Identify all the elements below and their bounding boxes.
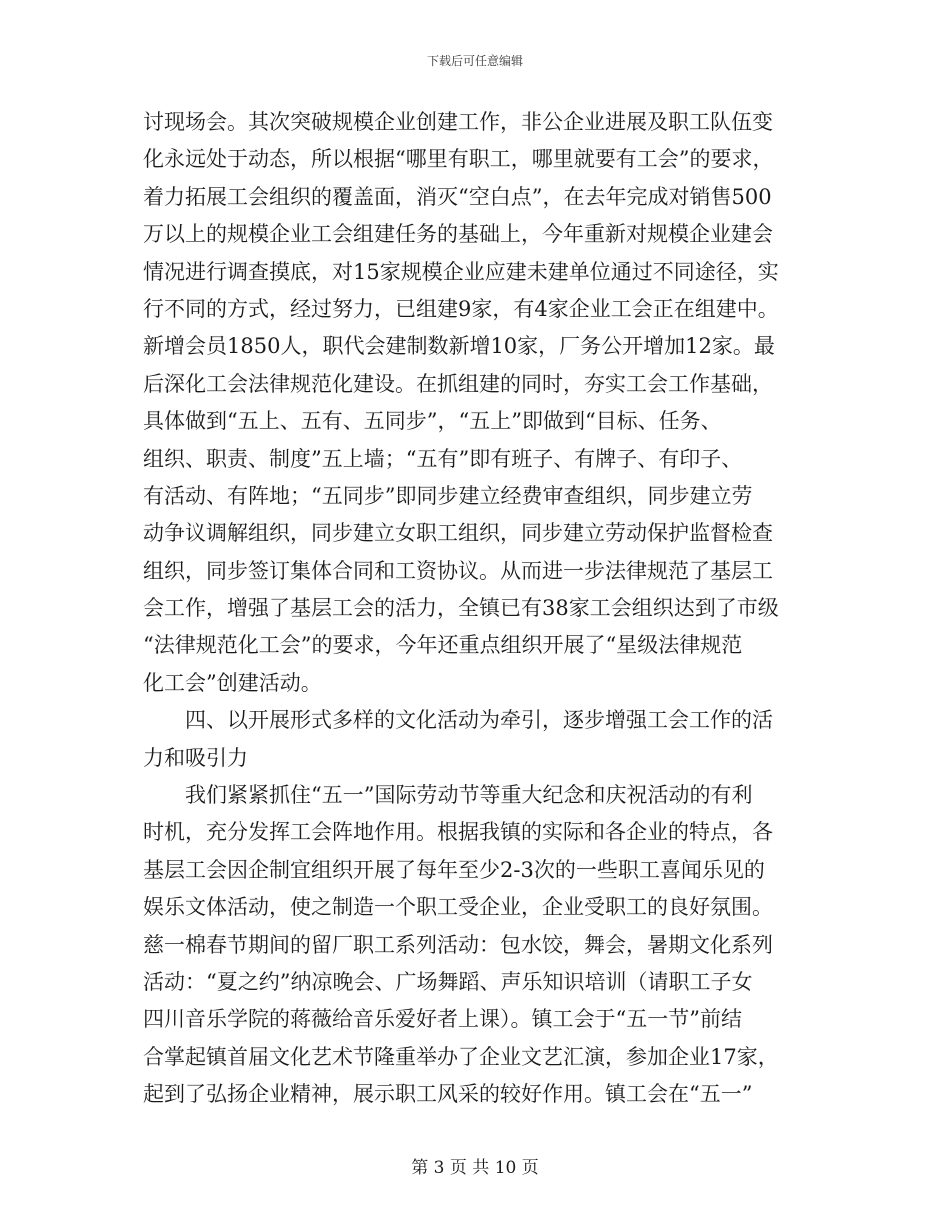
text-line: 我们紧紧抓住“五一”国际劳动节等重大纪念和庆祝活动的有利	[185, 783, 753, 808]
text-line: 动争议调解组织，同步建立女职工组织，同步建立劳动保护监督检查	[143, 521, 773, 546]
text-line: 讨现场会。其次突破规模企业创建工作，非公企业进展及职工队伍变	[143, 110, 773, 134]
text-line: 万以上的规模企业工会组建任务的基础上，今年重新对规模企业建会	[143, 222, 773, 247]
text-line: 基层工会因企制宜组织开展了每年至少2-3次的一些职工喜闻乐见的	[143, 857, 765, 882]
text-line: 具体做到“五上、五有、五同步”，“五上”即做到“目标、任务、	[143, 409, 722, 434]
text-line: 组织，同步签订集体合同和工资协议。从而进一步法律规范了基层工	[143, 558, 773, 583]
text-line: 四川音乐学院的蒋薇给音乐爱好者上课）。镇工会于“五一节”前结	[143, 1007, 742, 1032]
text-line: 新增会员1850人，职代会建制数新增10家，厂务公开增加12家。最	[143, 334, 775, 359]
text-line: 行不同的方式，经过努力，已组建9家，有4家企业工会正在组建中。	[143, 296, 779, 321]
text-line: 合掌起镇首届文化艺术节隆重举办了企业文艺汇演，参加企业17家，	[143, 1044, 779, 1069]
text-line: 有活动、有阵地；“五同步”即同步建立经费审查组织，同步建立劳	[143, 483, 753, 508]
text-line: 起到了弘扬企业精神，展示职工风采的较好作用。镇工会在“五一”	[143, 1082, 753, 1107]
text-line: 化工会”创建活动。	[143, 670, 322, 695]
text-line: 后深化工会法律规范化建设。在抓组建的同时，夯实工会工作基础，	[143, 371, 773, 396]
text-line: 会工作，增强了基层工会的活力，全镇已有38家工会组织达到了市级	[143, 596, 779, 621]
text-line: “法律规范化工会”的要求，今年还重点组织开展了“星级法律规范	[143, 633, 743, 658]
text-line: 慈一棉春节期间的留厂职工系列活动：包水饺，舞会，暑期文化系列	[143, 932, 773, 957]
text-line: 组织、职责、制度”五上墙；“五有”即有班子、有牌子、有印子、	[143, 446, 743, 471]
page-number: 第 3 页 共 10 页	[411, 1158, 539, 1178]
document-body	[143, 104, 823, 1114]
page-header: 下载后可任意编辑	[426, 54, 523, 68]
text-line: 活动：“夏之约”纳凉晚会、广场舞蹈、声乐知识培训（请职工子女	[143, 969, 753, 994]
section-heading-line: 四、以开展形式多样的文化活动为牵引，逐步增强工会工作的活	[185, 708, 773, 733]
text-line: 娱乐文体活动，使之制造一个职工受企业，企业受职工的良好氛围。	[143, 895, 773, 920]
text-line: 化永远处于动态，所以根据“哪里有职工，哪里就要有工会”的要求，	[143, 147, 774, 172]
text-line: 情况进行调查摸底，对15家规模企业应建未建单位通过不同途径，实	[143, 259, 779, 284]
section-heading-line: 力和吸引力	[143, 745, 248, 770]
text-line: 着力拓展工会组织的覆盖面，消灭“空白点”，在去年完成对销售500	[143, 184, 772, 209]
text-line: 时机，充分发挥工会阵地作用。根据我镇的实际和各企业的特点，各	[143, 820, 773, 845]
